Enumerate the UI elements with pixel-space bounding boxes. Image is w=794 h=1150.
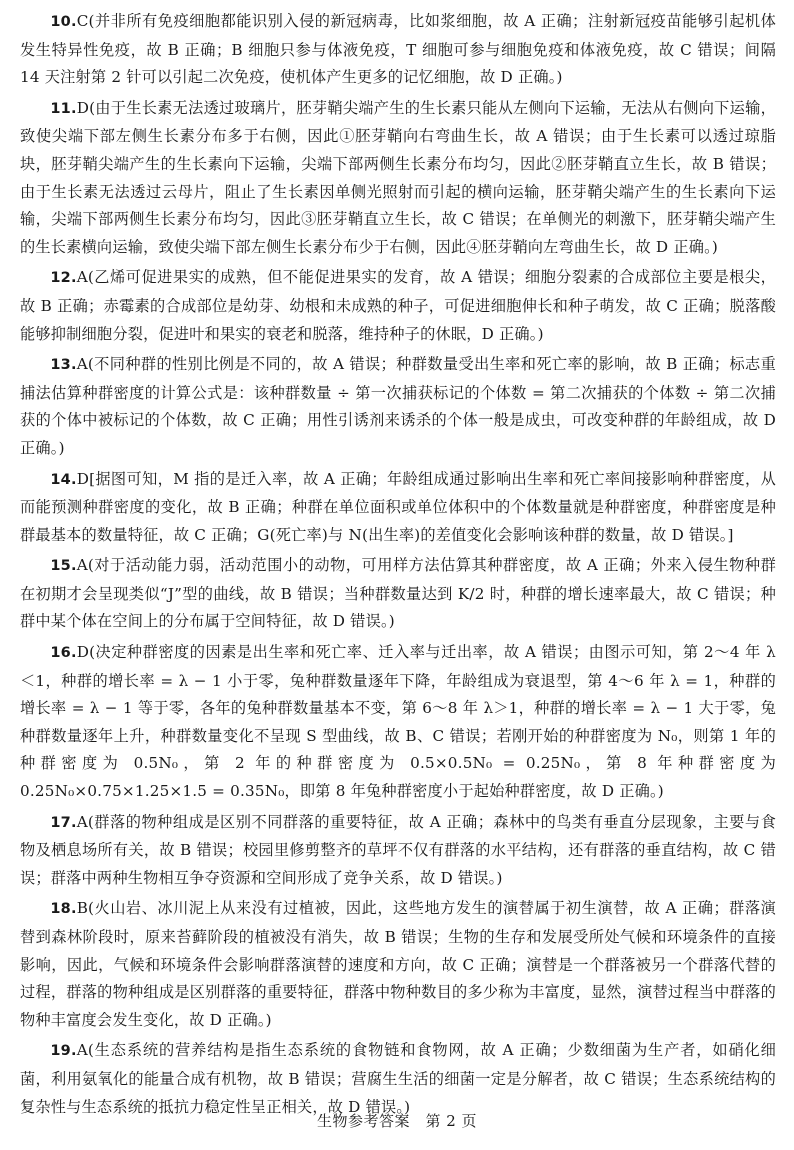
answer-14 bbox=[20, 466, 776, 550]
answer-text: A(对于活动能力弱，活动范围小的动物，可用样方法估算其种群密度，故 A 正确；外来入侵生物种群在初期才会呈现类似“J”型的曲线，故 B 错误；当种群数量达到 K/2 时，种群的增长速率最大，故 C 错误；种群中某个体在空间上的分布属于空间特征，故 D 错误。) bbox=[20, 556, 776, 631]
footer-title: 生物参考答案 bbox=[316, 1112, 410, 1130]
answer-17 bbox=[20, 809, 776, 893]
answer-text: D[据图可知，M 指的是迁入率，故 A 正确；年龄组成通过影响出生率和死亡率间接影响种群密度，从而能预测种群密度的变化，故 B 正确；种群在单位面积或单位体积中的个体数量就是种群密度，种群密度是种群最基本的数量特征，故 C 正确；G(死亡率)与 N(出生率)的差值变化会影响该种群的数量，故 D 错误。] bbox=[20, 469, 776, 544]
answer-number: 17. bbox=[50, 814, 77, 831]
answer-13 bbox=[20, 351, 776, 462]
answer-19 bbox=[20, 1037, 776, 1121]
answer-number: 18. bbox=[50, 901, 77, 918]
answer-page bbox=[20, 8, 776, 1124]
answer-18 bbox=[20, 895, 776, 1034]
answer-number: 11. bbox=[50, 100, 77, 117]
answer-number: 13. bbox=[50, 357, 77, 374]
answer-number: 14. bbox=[50, 471, 77, 488]
page-footer bbox=[0, 1110, 794, 1131]
answer-text: A(群落的物种组成是区别不同群落的重要特征，故 A 正确；森林中的鸟类有垂直分层现象，主要与食物及栖息场所有关，故 B 错误；校园里修剪整齐的草坪不仅有群落的水平结构，还有群落的垂直结构，故 C 错误；群落中两种生物相互争夺资源和空间形成了竞争关系，故 D 错误。) bbox=[20, 812, 776, 887]
answer-15 bbox=[20, 552, 776, 636]
answer-number: 10. bbox=[50, 14, 77, 30]
answer-11 bbox=[20, 95, 776, 262]
answer-number: 16. bbox=[50, 645, 77, 662]
answer-text: D(由于生长素无法透过玻璃片，胚芽鞘尖端产生的生长素只能从左侧向下运输，无法从右侧向下运输，致使尖端下部左侧生长素分布多于右侧，因此①胚芽鞘向右弯曲生长，故 A 错误；由于生长素可以透过琼脂块，胚芽鞘尖端产生的生长素向下运输，尖端下部两侧生长素分布均匀，因此②胚芽鞘直立生长，故 B 错误；由于生长素无法透过云母片，阻止了生长素因单侧光照射而引起的横向运输，胚芽鞘尖端产生的生长素向下运输，尖端下部两侧生长素分布均匀，因此③胚芽鞘直立生长，故 C 错误；在单侧光的刺激下，胚芽鞘尖端产生的生长素横向运输，致使尖端下部左侧生长素分布少于右侧，因此④胚芽鞘向左弯曲生长，故 D 正确。) bbox=[20, 98, 776, 256]
answer-number: 15. bbox=[50, 558, 77, 575]
footer-page-number: 第 2 页 bbox=[425, 1112, 478, 1130]
answer-12 bbox=[20, 264, 776, 348]
answer-number: 19. bbox=[50, 1043, 77, 1060]
answer-text: B(火山岩、冰川泥上从来没有过植被，因此，这些地方发生的演替属于初生演替，故 A 正确；群落演替到森林阶段时，原来苔藓阶段的植被没有消失，故 B 错误；生物的生存和发展受所处气候和环境条件的直接影响，因此，气候和环境条件会影响群落演替的速度和方向，故 C 正确；演替是一个群落被另一个群落代替的过程，群落的物种组成是区别群落的重要特征，群落中物种数目的多少称为丰富度，显然，演替过程当中群落的物种丰富度会发生变化，故 D 正确。) bbox=[20, 899, 776, 1029]
answer-10 bbox=[20, 8, 776, 92]
answer-text: A(乙烯可促进果实的成熟，但不能促进果实的发育，故 A 错误；细胞分裂素的合成部位主要是根尖，故 B 正确；赤霉素的合成部位是幼芽、幼根和未成熟的种子，可促进细胞伸长和种子萌发，故 C 正确；脱落酸能够抑制细胞分裂，促进叶和果实的衰老和脱落，维持种子的休眠，D 正确。) bbox=[20, 268, 776, 343]
answer-text: C(并非所有免疫细胞都能识别入侵的新冠病毒，比如浆细胞，故 A 正确；注射新冠疫苗能够引起机体发生特异性免疫，故 B 正确；B 细胞只参与体液免疫，T 细胞可参与细胞免疫和体液免疫，故 C 错误；间隔 14 天注射第 2 针可以引起二次免疫，使机体产生更多的记忆细胞，故 D 正确。) bbox=[20, 12, 776, 87]
answer-16 bbox=[20, 639, 776, 806]
answer-text: A(不同种群的性别比例是不同的，故 A 错误；种群数量受出生率和死亡率的影响，故 B 正确；标志重捕法估算种群密度的计算公式是：该种群数量 ÷ 第一次捕获标记的个体数 = 第二次捕获的个体数 ÷ 第二次捕获的个体中被标记的个体数，故 C 正确；用性引诱剂来诱杀的个体一般是成虫，可改变种群的年龄组成，故 D 正确。) bbox=[20, 355, 776, 457]
answer-number: 12. bbox=[50, 270, 77, 287]
answer-text: A(生态系统的营养结构是指生态系统的食物链和食物网，故 A 正确；少数细菌为生产者，如硝化细菌，利用氨氧化的能量合成有机物，故 B 错误；营腐生生活的细菌一定是分解者，故 C 错误；生态系统结构的复杂性与生态系统的抵抗力稳定性呈正相关，故 D 错误。) bbox=[20, 1041, 776, 1116]
answer-text: D(决定种群密度的因素是出生率和死亡率、迁入率与迁出率，故 A 错误；由图示可知，第 2～4 年 λ＜1，种群的增长率 = λ − 1 小于零，兔种群数量逐年下降，年龄组成为衰退型，第 4～6 年 λ = 1，种群的增长率 = λ − 1 等于零，各年的兔种群数量基本不变，第 6～8 年 λ＞1，种群的增长率 = λ − 1 大于零，兔种群数量逐年上升，种群数量变化不呈现 S 型曲线，故 B、C 错误；若刚开始的种群密度为 N₀，则第 1 年的种群密度为 0.5N₀，第 2 年的种群密度为 0.5×0.5N₀ = 0.25N₀，第 8 年种群密度为 0.25N₀×0.75×1.25×1.5 = 0.35N₀，即第 8 年兔种群密度小于起始种群密度，故 D 正确。) bbox=[20, 643, 776, 801]
